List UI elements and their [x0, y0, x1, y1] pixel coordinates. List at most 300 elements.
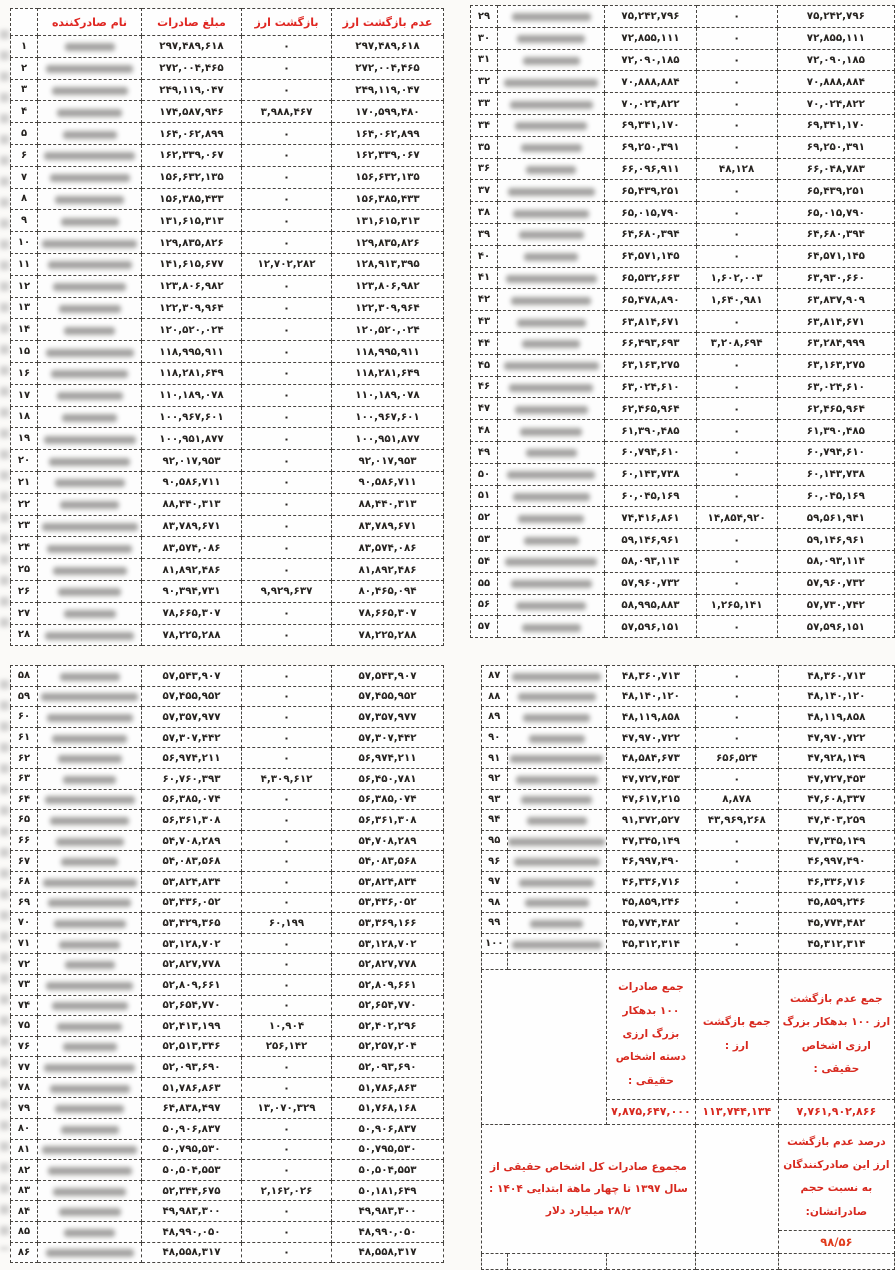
exporter-name-cell	[38, 1201, 142, 1222]
currency-not-returned-cell: ۱۲۸,۹۱۳,۳۹۵	[332, 253, 444, 275]
currency-not-returned-cell: ۷۲,۰۹۰,۱۸۵	[777, 49, 894, 71]
currency-returned-cell: ۰	[242, 830, 332, 851]
exporter-name-redacted	[50, 1085, 130, 1093]
exporter-name-cell	[497, 27, 604, 49]
row-number-cell: ۹۴	[482, 810, 508, 831]
row-number-cell: ۳۳	[471, 93, 498, 115]
empty-cell	[482, 954, 508, 970]
export-amount-cell: ۵۳,۴۲۹,۳۶۵	[142, 913, 242, 934]
currency-not-returned-cell: ۵۲,۶۵۴,۷۷۰	[332, 995, 444, 1016]
currency-returned-cell: ۰	[696, 49, 777, 71]
exporter-name-redacted	[41, 693, 138, 701]
currency-not-returned-cell: ۱۷۰,۵۹۹,۴۸۰	[332, 101, 444, 123]
table-row	[482, 727, 895, 748]
row-number-cell: ۴۵	[471, 354, 498, 376]
exporter-name-cell	[38, 101, 142, 123]
table-row	[11, 871, 444, 892]
currency-not-returned-cell: ۶۳,۰۲۴,۶۱۰	[777, 376, 894, 398]
row-number-cell: ۷۱	[11, 933, 38, 954]
row-number-cell: ۸۸	[482, 686, 508, 707]
currency-returned-cell: ۰	[242, 1057, 332, 1078]
currency-returned-cell: ۰	[242, 995, 332, 1016]
exporter-name-redacted	[42, 1146, 137, 1154]
exporter-name-cell	[497, 49, 604, 71]
table-row	[11, 686, 444, 707]
total-exports-value: ۷,۸۷۵,۶۴۷,۰۰۰	[607, 1099, 696, 1124]
row-number-cell: ۸۱	[11, 1139, 38, 1160]
exporter-name-cell	[38, 253, 142, 275]
table-row	[11, 1180, 444, 1201]
export-amount-cell: ۱۵۶,۶۳۲,۱۳۵	[142, 166, 242, 188]
export-amount-cell: ۷۲,۸۵۵,۱۱۱	[605, 27, 696, 49]
export-amount-cell: ۹۲,۰۱۷,۹۵۳	[142, 450, 242, 472]
exporter-name-cell	[38, 1077, 142, 1098]
export-amount-cell: ۴۶,۳۳۶,۷۱۶	[607, 871, 696, 892]
table-row	[11, 1036, 444, 1057]
table-row	[471, 507, 895, 529]
currency-not-returned-cell: ۵۰,۹۰۶,۸۳۷	[332, 1119, 444, 1140]
exporter-name-cell	[497, 572, 604, 594]
exporter-name-redacted	[505, 558, 597, 566]
currency-not-returned-cell: ۵۷,۵۴۳,۹۰۷	[332, 666, 444, 687]
row-number-cell: ۸۹	[482, 707, 508, 728]
row-number-cell: ۶۲	[11, 748, 38, 769]
exporter-name-redacted	[53, 567, 127, 575]
export-amount-cell: ۶۰,۷۹۴,۶۱۰	[605, 441, 696, 463]
col-header-export-amount: مبلغ صادرات	[142, 9, 242, 36]
exporter-name-redacted	[48, 1167, 132, 1175]
row-number-cell: ۳۸	[471, 202, 498, 224]
export-amount-cell: ۴۸,۹۹۰,۰۵۰	[142, 1222, 242, 1243]
currency-returned-cell: ۰	[242, 232, 332, 254]
export-amount-cell: ۴۵,۸۵۹,۲۴۶	[607, 892, 696, 913]
row-number-cell: ۴۰	[471, 245, 498, 267]
exporter-name-cell	[497, 6, 604, 28]
exporter-name-redacted	[63, 1043, 117, 1051]
export-amount-cell: ۵۹,۱۴۶,۹۶۱	[605, 529, 696, 551]
row-number-cell: ۷۰	[11, 913, 38, 934]
exporter-name-cell	[507, 727, 606, 748]
exporter-name-cell	[38, 1242, 142, 1263]
export-amount-cell: ۱۱۸,۹۹۵,۹۱۱	[142, 341, 242, 363]
exporter-name-redacted	[507, 471, 595, 479]
currency-not-returned-cell: ۴۸,۳۶۰,۷۱۳	[778, 666, 894, 687]
table-row	[471, 289, 895, 311]
exporter-name-redacted	[513, 210, 589, 218]
empty-cell	[695, 1124, 778, 1253]
exporter-name-redacted	[53, 283, 126, 291]
currency-returned-cell: ۰	[695, 871, 778, 892]
currency-not-returned-cell: ۵۲,۴۰۲,۲۹۶	[332, 1016, 444, 1037]
export-amount-cell: ۵۷,۴۵۵,۹۵۲	[142, 686, 242, 707]
currency-returned-cell: ۰	[242, 341, 332, 363]
row-number-header	[11, 9, 38, 36]
currency-returned-cell: ۰	[696, 398, 777, 420]
currency-not-returned-cell: ۶۰,۷۹۴,۶۱۰	[777, 441, 894, 463]
currency-not-returned-cell: ۴۸,۹۹۰,۰۵۰	[332, 1222, 444, 1243]
table-row	[11, 933, 444, 954]
exporter-name-redacted	[523, 57, 580, 65]
currency-returned-cell: ۰	[242, 57, 332, 79]
table-row	[11, 768, 444, 789]
table-row	[482, 892, 895, 913]
currency-returned-cell: ۰	[242, 892, 332, 913]
currency-returned-cell: ۰	[242, 362, 332, 384]
export-amount-cell: ۴۸,۵۵۸,۳۱۷	[142, 1242, 242, 1263]
exporter-name-redacted	[527, 817, 587, 825]
table-row	[11, 144, 444, 166]
exporter-name-redacted	[510, 101, 593, 109]
currency-not-returned-cell: ۱۱۸,۹۹۵,۹۱۱	[332, 341, 444, 363]
currency-not-returned-cell: ۴۷,۳۴۵,۱۴۹	[778, 830, 894, 851]
currency-not-returned-cell: ۷۸,۲۲۵,۲۸۸	[332, 624, 444, 646]
exporter-name-cell	[38, 666, 142, 687]
exporter-name-cell	[38, 384, 142, 406]
exporter-name-redacted	[59, 941, 120, 949]
exporter-name-cell	[38, 515, 142, 537]
exporter-name-cell	[38, 188, 142, 210]
currency-returned-cell: ۰	[242, 727, 332, 748]
export-amount-cell: ۶۶,۰۹۶,۹۱۱	[605, 158, 696, 180]
table-row	[482, 933, 895, 954]
empty-cell	[507, 1253, 606, 1269]
row-number-cell: ۵۰	[471, 463, 498, 485]
row-number-cell: ۷۴	[11, 995, 38, 1016]
export-amount-cell: ۷۰,۸۸۸,۸۸۴	[605, 71, 696, 93]
export-amount-cell: ۴۵,۷۷۴,۴۸۲	[607, 913, 696, 934]
table-row	[471, 245, 895, 267]
currency-returned-cell: ۰	[242, 166, 332, 188]
exporter-name-cell	[38, 1098, 142, 1119]
export-amount-cell: ۵۲,۸۰۹,۶۶۱	[142, 974, 242, 995]
currency-not-returned-cell: ۴۷,۹۷۰,۷۲۲	[778, 727, 894, 748]
currency-not-returned-cell: ۶۳,۲۸۴,۹۹۹	[777, 332, 894, 354]
table-row	[471, 136, 895, 158]
row-number-cell: ۵۱	[471, 485, 498, 507]
exporter-name-cell	[38, 428, 142, 450]
row-number-cell: ۶۷	[11, 851, 38, 872]
export-amount-cell: ۶۴,۶۸۰,۳۹۴	[605, 223, 696, 245]
table-row	[11, 580, 444, 602]
row-number-cell: ۵۴	[471, 550, 498, 572]
exporter-name-redacted	[46, 982, 133, 990]
export-amount-cell: ۵۷,۵۴۳,۹۰۷	[142, 666, 242, 687]
currency-returned-cell: ۰	[695, 830, 778, 851]
currency-not-returned-cell: ۹۰,۵۸۶,۷۱۱	[332, 471, 444, 493]
currency-not-returned-cell: ۵۱,۷۸۶,۸۶۳	[332, 1077, 444, 1098]
row-number-cell: ۲	[11, 57, 38, 79]
exporter-name-cell	[497, 420, 604, 442]
export-amount-cell: ۹۱,۳۷۲,۵۲۷	[607, 810, 696, 831]
table-row	[471, 463, 895, 485]
currency-not-returned-cell: ۸۳,۷۸۹,۶۷۱	[332, 515, 444, 537]
exporter-name-redacted	[516, 776, 598, 784]
currency-returned-cell: ۰	[696, 616, 777, 638]
currency-returned-cell: ۱۲,۷۰۲,۲۸۲	[242, 253, 332, 275]
currency-returned-cell: ۰	[696, 223, 777, 245]
row-number-cell: ۴	[11, 101, 38, 123]
exporter-name-redacted	[518, 693, 596, 701]
exporter-name-cell	[38, 210, 142, 232]
row-number-cell: ۷۳	[11, 974, 38, 995]
currency-returned-cell: ۴۸,۱۲۸	[696, 158, 777, 180]
currency-not-returned-cell: ۱۰۰,۹۶۷,۶۰۱	[332, 406, 444, 428]
table-row	[11, 1160, 444, 1181]
table-row	[11, 319, 444, 341]
currency-not-returned-cell: ۵۲,۰۹۳,۶۹۰	[332, 1057, 444, 1078]
row-number-cell: ۱۶	[11, 362, 38, 384]
currency-not-returned-cell: ۵۲,۸۰۹,۶۶۱	[332, 974, 444, 995]
exporter-name-redacted	[61, 858, 118, 866]
row-number-cell: ۹	[11, 210, 38, 232]
currency-returned-cell: ۰	[696, 376, 777, 398]
exporter-name-cell	[507, 892, 606, 913]
currency-not-returned-cell: ۴۸,۱۱۹,۸۵۸	[778, 707, 894, 728]
exporter-name-redacted	[524, 537, 579, 545]
row-number-cell: ۹۳	[482, 789, 508, 810]
exporters-table-block-2	[470, 5, 895, 638]
export-amount-cell: ۶۴,۸۳۸,۴۹۷	[142, 1098, 242, 1119]
table-row	[471, 6, 895, 28]
table-row	[482, 748, 895, 769]
currency-returned-cell: ۰	[242, 1160, 332, 1181]
currency-returned-cell: ۲,۱۶۲,۰۲۶	[242, 1180, 332, 1201]
empty-cell	[507, 954, 606, 970]
table-row	[11, 830, 444, 851]
export-amount-cell: ۶۲,۴۶۵,۹۶۴	[605, 398, 696, 420]
row-number-cell: ۵	[11, 123, 38, 145]
export-amount-cell: ۶۱,۳۹۰,۴۸۵	[605, 420, 696, 442]
table-row	[482, 666, 895, 687]
currency-not-returned-cell: ۱۲۰,۵۲۰,۰۲۴	[332, 319, 444, 341]
table-row	[471, 180, 895, 202]
empty-cell	[778, 954, 894, 970]
export-amount-cell: ۴۹,۹۸۳,۳۰۰	[142, 1201, 242, 1222]
exporter-name-redacted	[515, 122, 587, 130]
currency-returned-cell: ۰	[242, 871, 332, 892]
row-number-cell: ۴۸	[471, 420, 498, 442]
table-row	[11, 707, 444, 728]
row-number-cell: ۱۷	[11, 384, 38, 406]
exporter-name-redacted	[522, 624, 581, 632]
row-number-cell: ۹۰	[482, 727, 508, 748]
exporter-name-redacted	[60, 501, 119, 509]
table-row	[471, 223, 895, 245]
export-amount-cell: ۱۲۲,۳۰۹,۹۶۴	[142, 297, 242, 319]
row-number-cell: ۳۶	[471, 158, 498, 180]
total-not-returned-label: جمع عدم بازگشت ارز ۱۰۰ بدهکار بزرگ ارزی اشخاص حقیقی :	[778, 970, 894, 1099]
currency-not-returned-cell: ۷۲,۸۵۵,۱۱۱	[777, 27, 894, 49]
export-amount-cell: ۸۳,۵۷۴,۰۸۶	[142, 537, 242, 559]
exporter-name-cell	[38, 974, 142, 995]
exporter-name-cell	[38, 580, 142, 602]
exporter-name-redacted	[62, 414, 117, 422]
row-number-cell: ۷۵	[11, 1016, 38, 1037]
row-number-cell: ۷۷	[11, 1057, 38, 1078]
exporters-table	[481, 665, 895, 1270]
exporter-name-cell	[38, 1180, 142, 1201]
row-number-cell: ۷	[11, 166, 38, 188]
table-row	[11, 232, 444, 254]
percent-not-returned-label: درصد عدم بازگشت ارز این صادرکنندگان به نسبت حجم صادراتشان:	[778, 1124, 894, 1230]
currency-returned-cell: ۶۰,۱۹۹	[242, 913, 332, 934]
table-row	[471, 572, 895, 594]
currency-not-returned-cell: ۵۷,۳۰۷,۴۴۲	[332, 727, 444, 748]
exporter-name-cell	[497, 180, 604, 202]
currency-returned-cell: ۰	[242, 624, 332, 646]
table-row	[471, 202, 895, 224]
row-number-cell: ۴۹	[471, 441, 498, 463]
exporter-name-redacted	[51, 370, 128, 378]
exporter-name-redacted	[519, 231, 584, 239]
export-amount-cell: ۵۶,۹۷۴,۲۱۱	[142, 748, 242, 769]
exporter-name-redacted	[59, 305, 121, 313]
summary-labels-row	[482, 970, 895, 1099]
table-row	[11, 995, 444, 1016]
exporter-name-cell	[38, 297, 142, 319]
currency-returned-cell: ۱۳,۰۷۰,۳۲۹	[242, 1098, 332, 1119]
row-number-cell: ۲۰	[11, 450, 38, 472]
currency-not-returned-cell: ۶۴,۵۷۱,۱۴۵	[777, 245, 894, 267]
export-amount-cell: ۶۵,۵۳۲,۶۶۳	[605, 267, 696, 289]
exporter-name-redacted	[54, 920, 126, 928]
export-amount-cell: ۶۳,۱۶۳,۲۷۵	[605, 354, 696, 376]
row-number-cell: ۲۷	[11, 602, 38, 624]
currency-returned-cell: ۰	[242, 954, 332, 975]
exporters-table-block-1	[10, 8, 444, 646]
table-row	[11, 210, 444, 232]
currency-not-returned-cell: ۵۳,۴۳۶,۰۵۲	[332, 892, 444, 913]
currency-returned-cell: ۰	[242, 188, 332, 210]
table-row	[11, 1119, 444, 1140]
row-number-cell: ۲۵	[11, 559, 38, 581]
export-amount-cell: ۶۰,۰۴۵,۱۶۹	[605, 485, 696, 507]
export-amount-cell: ۴۵,۳۱۲,۳۱۴	[607, 933, 696, 954]
table-row	[11, 954, 444, 975]
exporter-name-redacted	[42, 523, 138, 531]
export-amount-cell: ۴۷,۷۲۷,۴۵۳	[607, 768, 696, 789]
export-amount-cell: ۸۸,۴۴۰,۳۱۳	[142, 493, 242, 515]
empty-cell	[695, 1253, 778, 1269]
export-amount-cell: ۵۲,۳۴۴,۶۷۵	[142, 1180, 242, 1201]
currency-not-returned-cell: ۱۱۸,۲۸۱,۶۴۹	[332, 362, 444, 384]
table-row	[482, 789, 895, 810]
exporter-name-redacted	[526, 449, 577, 457]
currency-not-returned-cell: ۵۷,۳۵۷,۹۷۷	[332, 707, 444, 728]
currency-not-returned-cell: ۶۹,۲۵۰,۳۹۱	[777, 136, 894, 158]
currency-returned-cell: ۰	[242, 144, 332, 166]
currency-returned-cell: ۰	[696, 572, 777, 594]
row-number-cell: ۸۰	[11, 1119, 38, 1140]
currency-not-returned-cell: ۴۶,۳۳۶,۷۱۶	[778, 871, 894, 892]
currency-not-returned-cell: ۱۳۱,۶۱۵,۳۱۳	[332, 210, 444, 232]
exporter-name-redacted	[521, 144, 582, 152]
exporter-name-redacted	[517, 319, 586, 327]
currency-not-returned-cell: ۵۶,۴۵۰,۷۸۱	[332, 768, 444, 789]
currency-returned-cell: ۰	[242, 450, 332, 472]
table-row	[471, 158, 895, 180]
currency-not-returned-cell: ۵۳,۸۲۴,۸۳۴	[332, 871, 444, 892]
currency-not-returned-cell: ۱۵۶,۳۸۵,۴۳۳	[332, 188, 444, 210]
export-amount-cell: ۵۲,۶۵۴,۷۷۰	[142, 995, 242, 1016]
row-number-cell: ۵۳	[471, 529, 498, 551]
currency-returned-cell: ۰	[696, 550, 777, 572]
currency-returned-cell: ۰	[242, 810, 332, 831]
table-row	[11, 515, 444, 537]
currency-returned-cell: ۰	[696, 529, 777, 551]
table-row	[482, 830, 895, 851]
row-number-cell: ۹۲	[482, 768, 508, 789]
export-amount-cell: ۵۲,۸۲۷,۷۷۸	[142, 954, 242, 975]
exporter-name-cell	[507, 789, 606, 810]
currency-returned-cell: ۰	[242, 851, 332, 872]
exporter-name-cell	[497, 441, 604, 463]
currency-returned-cell: ۰	[696, 463, 777, 485]
exporter-name-redacted	[50, 817, 129, 825]
table-row	[11, 1139, 444, 1160]
exporter-name-redacted	[510, 755, 603, 763]
currency-not-returned-cell: ۴۵,۳۱۲,۳۱۴	[778, 933, 894, 954]
exporter-name-redacted	[526, 166, 576, 174]
table-row	[471, 354, 895, 376]
currency-returned-cell: ۰	[696, 245, 777, 267]
row-number-cell: ۹۵	[482, 830, 508, 851]
currency-not-returned-cell: ۱۶۲,۳۳۹,۰۶۷	[332, 144, 444, 166]
row-number-cell: ۱۰	[11, 232, 38, 254]
currency-not-returned-cell: ۶۳,۱۶۳,۲۷۵	[777, 354, 894, 376]
exporter-name-cell	[497, 202, 604, 224]
currency-not-returned-cell: ۵۷,۷۳۰,۷۴۲	[777, 594, 894, 616]
currency-not-returned-cell: ۶۳,۹۳۰,۶۶۰	[777, 267, 894, 289]
exporter-name-cell	[497, 332, 604, 354]
exporter-name-redacted	[44, 1064, 135, 1072]
currency-returned-cell: ۰	[242, 933, 332, 954]
exporter-name-redacted	[55, 1105, 124, 1113]
currency-returned-cell: ۰	[242, 1222, 332, 1243]
table-row	[471, 93, 895, 115]
exporters-table-block-4	[481, 665, 895, 1270]
row-number-cell: ۵۷	[471, 616, 498, 638]
row-number-cell: ۹۸	[482, 892, 508, 913]
table-row	[11, 253, 444, 275]
currency-returned-cell: ۰	[696, 485, 777, 507]
row-number-cell: ۸۷	[482, 666, 508, 687]
exporter-name-cell	[38, 727, 142, 748]
table-row	[11, 275, 444, 297]
exporter-name-cell	[38, 166, 142, 188]
export-amount-cell: ۴۷,۶۱۷,۲۱۵	[607, 789, 696, 810]
exporter-name-cell	[38, 1016, 142, 1037]
row-number-cell: ۲۱	[11, 471, 38, 493]
export-amount-cell: ۵۷,۳۰۷,۴۴۲	[142, 727, 242, 748]
row-number-cell: ۸۵	[11, 1222, 38, 1243]
exporter-name-redacted	[64, 610, 116, 618]
row-number-cell: ۶۰	[11, 707, 38, 728]
empty-cell	[778, 1253, 894, 1269]
exporter-name-cell	[38, 768, 142, 789]
exporters-table	[470, 5, 895, 638]
export-amount-cell: ۵۴,۰۸۳,۵۶۸	[142, 851, 242, 872]
row-number-cell: ۱۴	[11, 319, 38, 341]
exporter-name-redacted	[44, 436, 136, 444]
currency-returned-cell: ۰	[242, 748, 332, 769]
exporter-name-cell	[38, 1222, 142, 1243]
table-row	[471, 398, 895, 420]
table-row	[11, 297, 444, 319]
row-number-cell: ۳۹	[471, 223, 498, 245]
exporter-name-cell	[507, 666, 606, 687]
row-number-cell: ۴۳	[471, 311, 498, 333]
